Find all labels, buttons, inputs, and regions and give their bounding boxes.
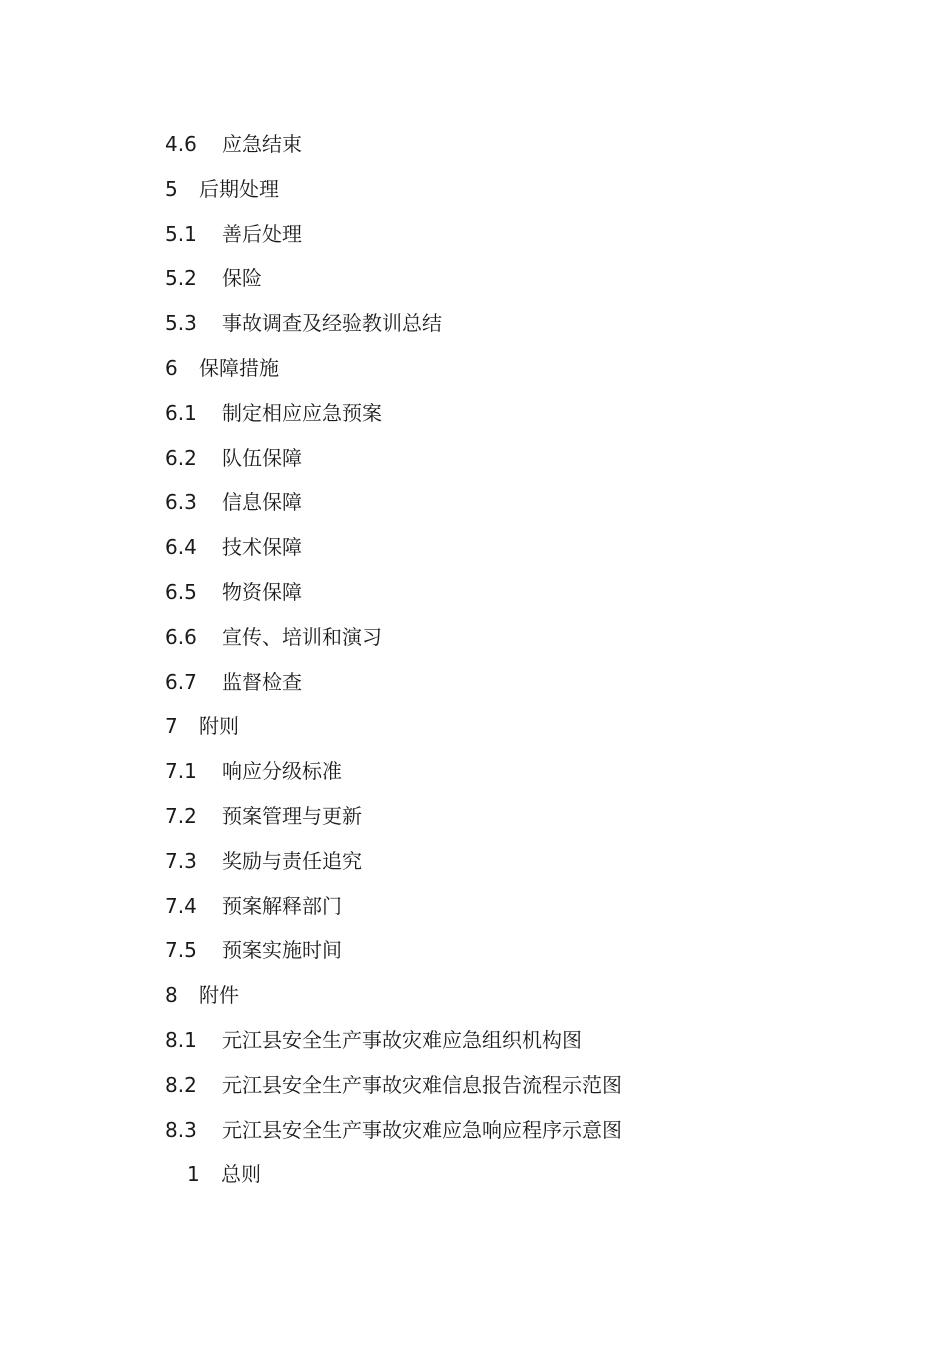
toc-entry — [165, 1063, 622, 1108]
toc-entry-title: 物资保障 — [222, 579, 302, 604]
toc-entry — [165, 1108, 622, 1153]
toc-entry-number: 6.6 — [165, 624, 197, 649]
toc-entry — [165, 346, 622, 391]
toc-entry — [165, 928, 622, 973]
toc-entry-title: 预案管理与更新 — [222, 803, 362, 828]
toc-entry-number: 6.2 — [165, 445, 197, 470]
toc-entry — [165, 167, 622, 212]
toc-entry-number: 6.4 — [165, 535, 197, 560]
toc-entry-title: 队伍保障 — [222, 445, 302, 470]
toc-entry-number: 7.4 — [165, 893, 197, 918]
toc-entry-title: 响应分级标准 — [222, 759, 342, 784]
toc-entry-number: 6.1 — [165, 400, 197, 425]
toc-entry — [165, 1152, 622, 1197]
toc-entry-number: 5.1 — [165, 221, 197, 246]
toc-entry — [165, 615, 622, 660]
toc-entry-title: 预案实施时间 — [222, 938, 342, 963]
toc-entry — [165, 660, 622, 705]
toc-entry-title: 善后处理 — [222, 221, 302, 246]
toc-entry — [165, 212, 622, 257]
toc-entry — [165, 122, 622, 167]
toc-entry — [165, 884, 622, 929]
toc-entry-title: 总则 — [221, 1162, 261, 1187]
toc-entry-number: 7.1 — [165, 759, 197, 784]
toc-entry-number: 5.3 — [165, 311, 197, 336]
toc-entry — [165, 480, 622, 525]
toc-entry-title: 宣传、培训和演习 — [222, 624, 382, 649]
toc-entry-title: 后期处理 — [199, 176, 279, 201]
toc-entry — [165, 301, 622, 346]
toc-entry-number: 7.3 — [165, 848, 197, 873]
toc-entry — [165, 794, 622, 839]
toc-entry-title: 制定相应应急预案 — [222, 400, 382, 425]
toc-entry-number: 7 — [165, 714, 178, 739]
toc-entry-number: 7.2 — [165, 803, 197, 828]
toc-entry-number: 8.3 — [165, 1117, 197, 1142]
toc-entry-number: 1 — [187, 1162, 200, 1187]
toc-entry — [165, 1018, 622, 1063]
toc-entry-title: 信息保障 — [222, 490, 302, 515]
toc-entry-number: 8.2 — [165, 1072, 197, 1097]
toc-entry-title: 保险 — [222, 266, 262, 291]
toc-entry-number: 4.6 — [165, 132, 197, 156]
toc-entry-title: 应急结束 — [222, 132, 302, 156]
toc-entry — [165, 391, 622, 436]
toc-entry-title: 预案解释部门 — [222, 893, 342, 918]
toc-entry-title: 元江县安全生产事故灾难应急组织机构图 — [222, 1027, 582, 1052]
toc-entry — [165, 839, 622, 884]
toc-entry — [165, 570, 622, 615]
toc-entry-title: 元江县安全生产事故灾难应急响应程序示意图 — [222, 1117, 622, 1142]
toc-entry-number: 5.2 — [165, 266, 197, 291]
toc-entry — [165, 749, 622, 794]
toc-entry-title: 附则 — [199, 714, 239, 739]
toc-entry-title: 元江县安全生产事故灾难信息报告流程示范图 — [222, 1072, 622, 1097]
toc-entry-number: 7.5 — [165, 938, 197, 963]
toc-entry-number: 6.3 — [165, 490, 197, 515]
toc-entry-title: 保障措施 — [199, 355, 279, 380]
toc-entry-number: 6.7 — [165, 669, 197, 694]
toc-entry-number: 6.5 — [165, 579, 197, 604]
toc-entry-title: 奖励与责任追究 — [222, 848, 362, 873]
toc-entry — [165, 973, 622, 1018]
toc-entry-title: 附件 — [199, 983, 239, 1008]
table-of-contents — [165, 122, 622, 1197]
toc-entry — [165, 704, 622, 749]
toc-entry-number: 8 — [165, 983, 178, 1008]
toc-entry-number: 8.1 — [165, 1027, 197, 1052]
toc-entry-title: 监督检查 — [222, 669, 302, 694]
toc-entry-title: 事故调查及经验教训总结 — [222, 311, 442, 336]
toc-entry-number: 5 — [165, 176, 178, 201]
toc-entry — [165, 525, 622, 570]
toc-entry — [165, 436, 622, 481]
toc-entry — [165, 256, 622, 301]
toc-entry-title: 技术保障 — [222, 535, 302, 560]
toc-entry-number: 6 — [165, 355, 178, 380]
